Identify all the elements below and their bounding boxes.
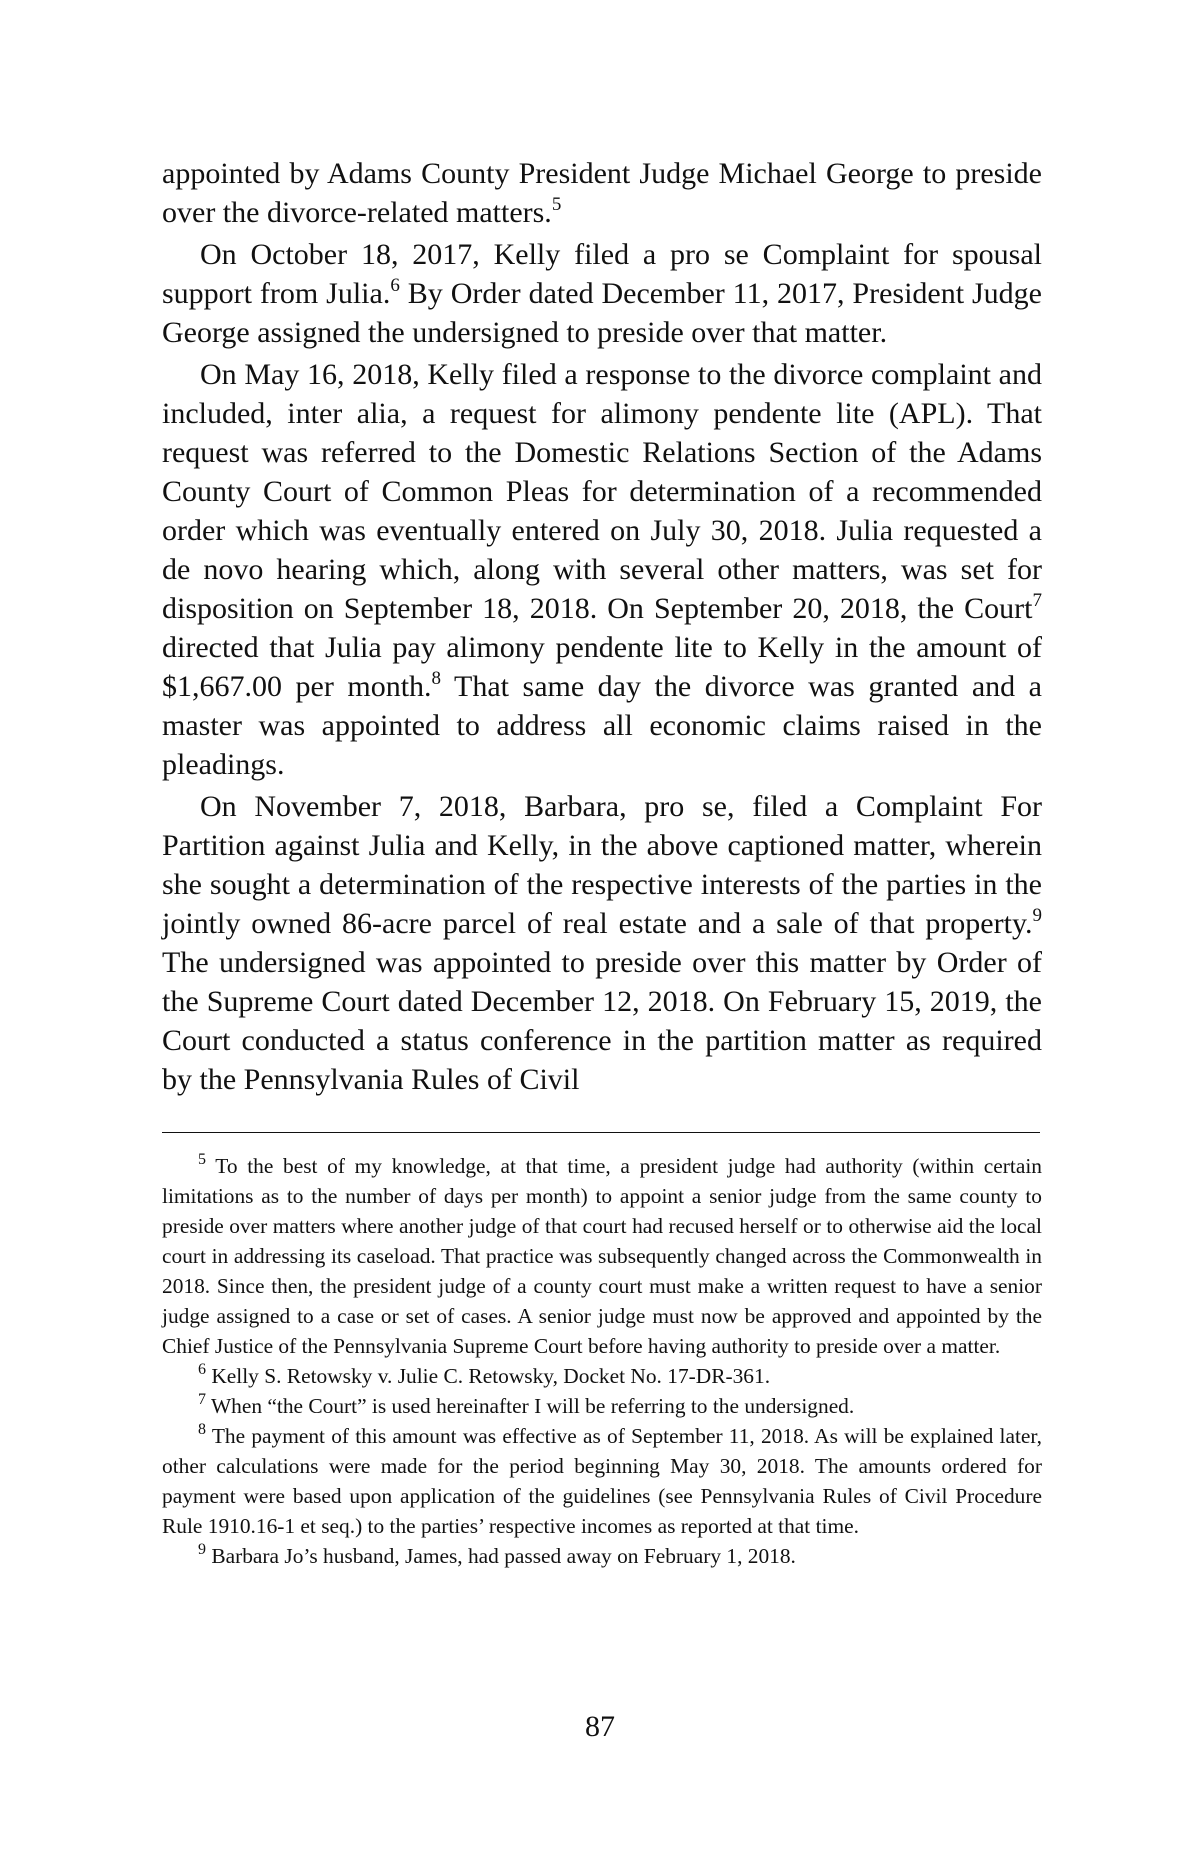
paragraph-text: By Order dated December 11, 2017, President Judge George assigned the undersigned to preside over that matter.: [162, 277, 1042, 349]
footnote-8: [162, 1421, 1042, 1541]
paragraph-text: On November 7, 2018, Barbara, pro se, filed a Complaint For Partition against Julia and Kelly, in the above captioned matter, wherein she sought a determination of the respective interests of the parties in the jointly owned 86-acre parcel of real estate and a sale of that property.: [162, 790, 1042, 940]
footnote-text: Kelly S. Retowsky v. Julie C. Retowsky, Docket No. 17-DR-361.: [206, 1364, 771, 1388]
footnote-number: 8: [198, 1421, 206, 1439]
footnote-text: When “the Court” is used hereinafter I will be referring to the undersigned.: [206, 1394, 855, 1418]
paragraph-text: appointed by Adams County President Judge Michael George to preside over the divorce-related matters.: [162, 157, 1042, 229]
footnote-number: 7: [198, 1391, 206, 1409]
footnote-ref-7[interactable]: 7: [1032, 590, 1042, 612]
paragraph-text: On October 18, 2017, Kelly filed a pro se Complaint for spousal support from Julia.: [162, 238, 1042, 310]
footnote-text: Barbara Jo’s husband, James, had passed away on February 1, 2018.: [206, 1544, 796, 1568]
body-paragraph-2: [162, 235, 1042, 352]
page-number: 87: [585, 1710, 615, 1743]
footnote-ref-9[interactable]: 9: [1032, 905, 1042, 927]
footnote-5: [162, 1151, 1042, 1361]
footnote-divider: [162, 1132, 1040, 1133]
footnote-7: [162, 1391, 1042, 1421]
body-paragraph-4: [162, 787, 1042, 1099]
footnote-number: 6: [198, 1361, 206, 1379]
footnote-ref-5[interactable]: 5: [551, 194, 562, 216]
paragraph-text: directed that Julia pay alimony pendente lite to Kelly in the amount of $1,667.00 per month.: [162, 631, 1042, 703]
footnote-text: To the best of my knowledge, at that time, a president judge had authority (within certain limitations as to the number of days per month) to appoint a senior judge from the same county to preside over matters where another judge of that court had recused herself or to otherwise aid the local court in addressing its caseload. That practice was subsequently changed across the Commonwealth in 2018. Since then, the president judge of a county court must make a written request to have a senior judge assigned to a case or set of cases. A senior judge must now be approved and appointed by the Chief Justice of the Pennsylvania Supreme Court before having authority to preside over a matter.: [162, 1154, 1042, 1358]
paragraph-text: That same day the divorce was granted and a master was appointed to address all economic claims raised in the pleadings.: [162, 670, 1042, 781]
footnote-ref-8[interactable]: 8: [431, 668, 442, 690]
body-paragraph-1: [162, 154, 1042, 232]
footnote-9: [162, 1541, 1042, 1571]
footnote-text: The payment of this amount was effective as of September 11, 2018. As will be explained later, other calculations were made for the period beginning May 30, 2018. The amounts ordered for payment were based upon application of the guidelines (see Pennsylvania Rules of Civil Procedure Rule 1910.16-1 et seq.) to the parties’ respective incomes as reported at that time.: [162, 1424, 1042, 1538]
footnote-6: [162, 1361, 1042, 1391]
footnote-ref-6[interactable]: 6: [390, 275, 400, 297]
footnote-number: 9: [198, 1541, 206, 1559]
document-page: [162, 154, 1042, 1571]
footnote-number: 5: [198, 1151, 206, 1169]
paragraph-text: The undersigned was appointed to preside over this matter by Order of the Supreme Court dated December 12, 2018. On February 15, 2019, the Court conducted a status conference in the partition matter as required by the Pennsylvania Rules of Civil: [162, 946, 1042, 1096]
paragraph-text: On May 16, 2018, Kelly filed a response to the divorce complaint and included, inter alia, a request for alimony pendente lite (APL). That request was referred to the Domestic Relations Section of the Adams County Court of Common Pleas for determination of a recommended order which was eventually entered on July 30, 2018. Julia requested a de novo hearing which, along with several other matters, was set for disposition on September 18, 2018. On September 20, 2018, the Court: [162, 358, 1042, 625]
body-paragraph-3: [162, 355, 1042, 784]
